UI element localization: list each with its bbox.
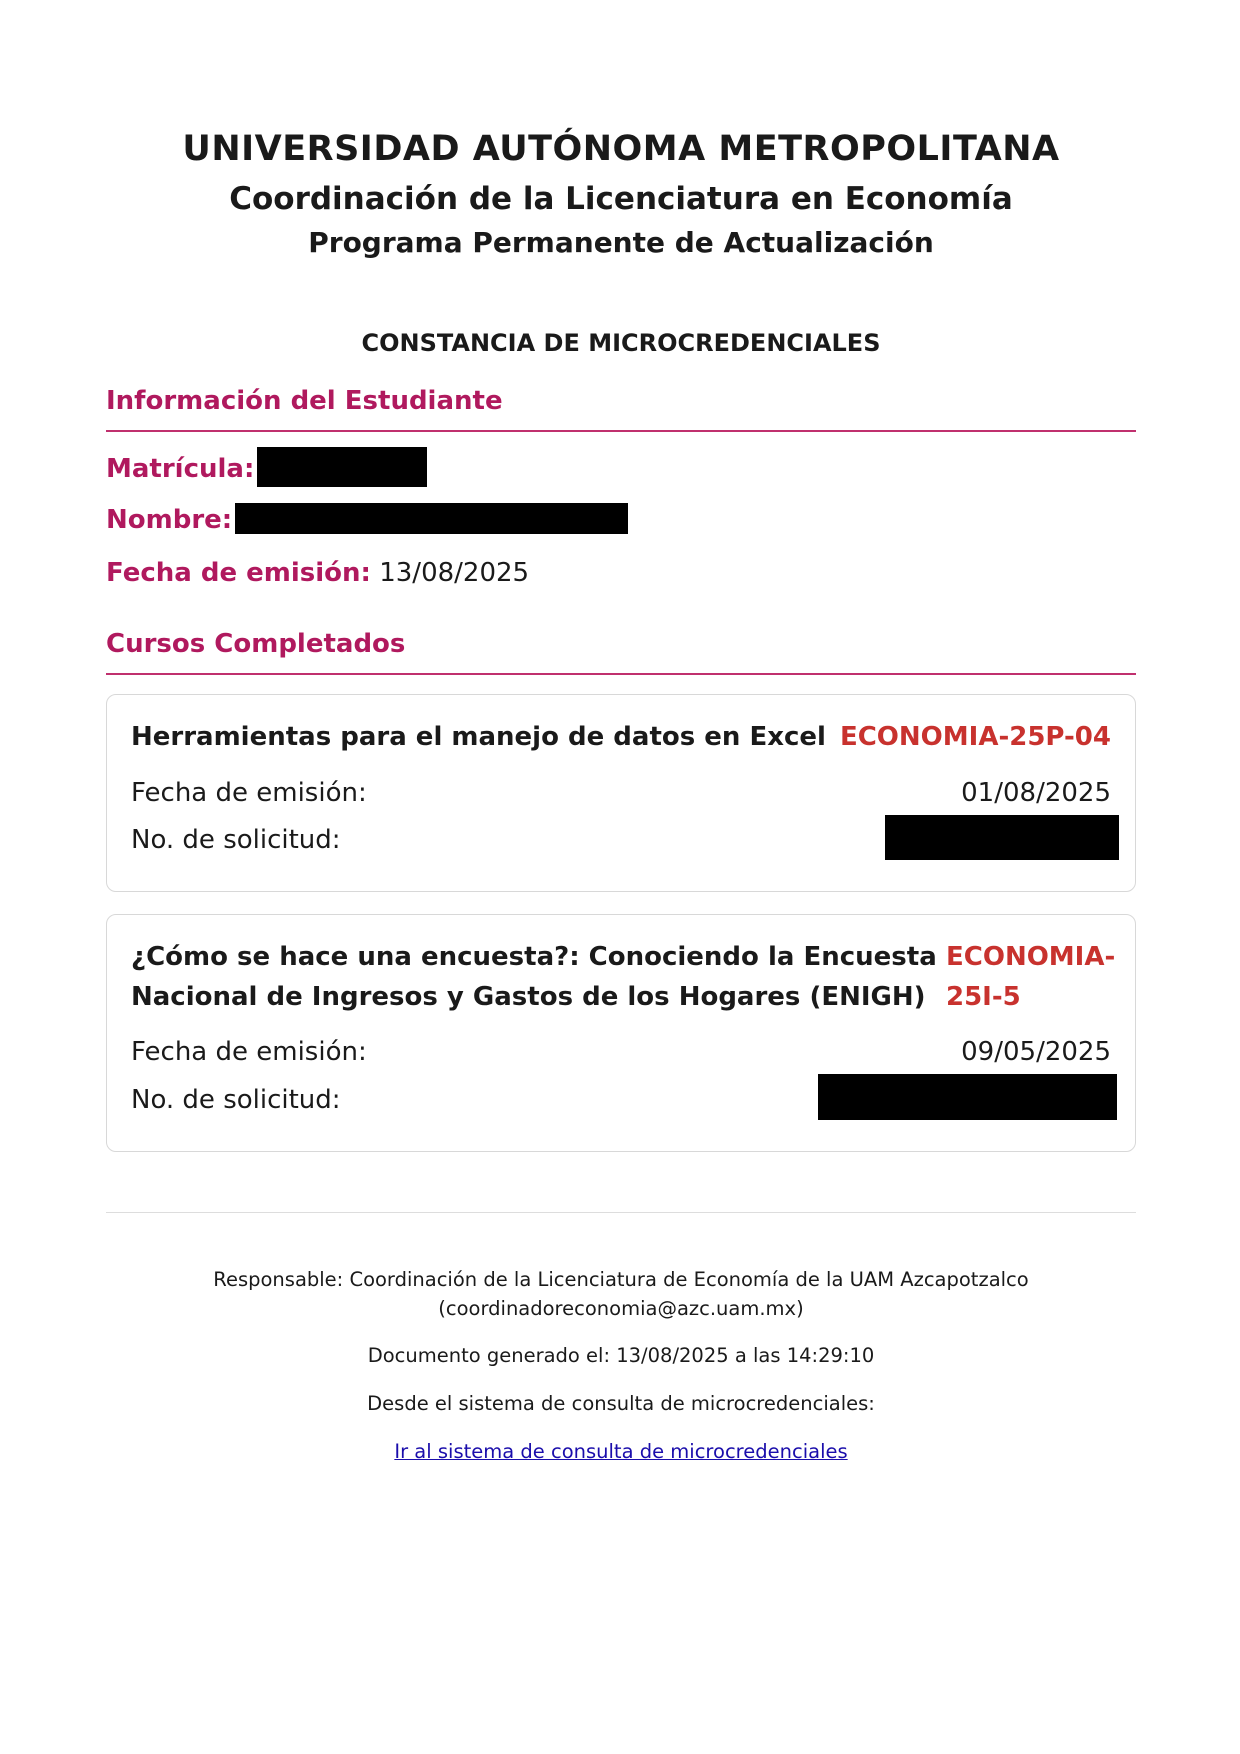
nombre-redacted <box>235 503 628 534</box>
course-code-line-2: 25I-5 <box>946 982 1021 1012</box>
course-code: ECONOMIA-25P-04 <box>839 722 1111 752</box>
course-title: Herramientas para el manejo de datos en Excel <box>131 722 826 752</box>
course-card <box>106 914 1136 1152</box>
footer-responsable-line-2: (coordinadoreconomia@azc.uam.mx) <box>438 1297 804 1320</box>
consulta-system-link[interactable]: Ir al sistema de consulta de microcredenciales <box>394 1440 848 1463</box>
matricula-label: Matrícula: <box>106 454 255 484</box>
document-title: CONSTANCIA DE MICROCREDENCIALES <box>361 329 881 357</box>
nombre-row <box>106 503 628 537</box>
course-solicitud-label: No. de solicitud: <box>131 825 341 855</box>
nombre-label: Nombre: <box>106 505 233 535</box>
course-fecha-value: 01/08/2025 <box>961 778 1111 808</box>
fecha-emision-row <box>106 556 529 590</box>
matricula-redacted <box>257 447 427 487</box>
courses-section-title: Cursos Completados <box>106 627 1136 675</box>
course-solicitud-label: No. de solicitud: <box>131 1085 341 1115</box>
university-name: UNIVERSIDAD AUTÓNOMA METROPOLITANA <box>182 129 1060 169</box>
course-fecha-label: Fecha de emisión: <box>131 778 367 808</box>
course-fecha-value: 09/05/2025 <box>961 1037 1111 1067</box>
fecha-emision-value: 13/08/2025 <box>379 558 530 588</box>
course-title-line-2: Nacional de Ingresos y Gastos de los Hogares (ENIGH) <box>131 982 926 1012</box>
course-code-line-1: ECONOMIA- <box>946 942 1116 972</box>
course-title-line-1: ¿Cómo se hace una encuesta?: Conociendo la Encuesta <box>131 942 937 972</box>
matricula-row <box>106 452 427 487</box>
footer-generated: Documento generado el: 13/08/2025 a las 14:29:10 <box>367 1344 875 1367</box>
coordination-name: Coordinación de la Licenciatura en Economía <box>229 181 1013 217</box>
footer-responsable-line-1: Responsable: Coordinación de la Licenciatura de Economía de la UAM Azcapotzalco <box>213 1268 1029 1291</box>
footer-desde: Desde el sistema de consulta de microcredenciales: <box>367 1392 875 1415</box>
course-solicitud-redacted <box>885 815 1119 860</box>
course-fecha-label: Fecha de emisión: <box>131 1037 367 1067</box>
student-section-title: Información del Estudiante <box>106 384 1136 432</box>
footer-divider <box>106 1212 1136 1213</box>
course-card <box>106 694 1136 892</box>
footer-link-row <box>106 1437 1136 1467</box>
program-name: Programa Permanente de Actualización <box>308 226 934 259</box>
fecha-emision-label: Fecha de emisión: <box>106 558 371 588</box>
course-solicitud-redacted <box>818 1074 1117 1120</box>
